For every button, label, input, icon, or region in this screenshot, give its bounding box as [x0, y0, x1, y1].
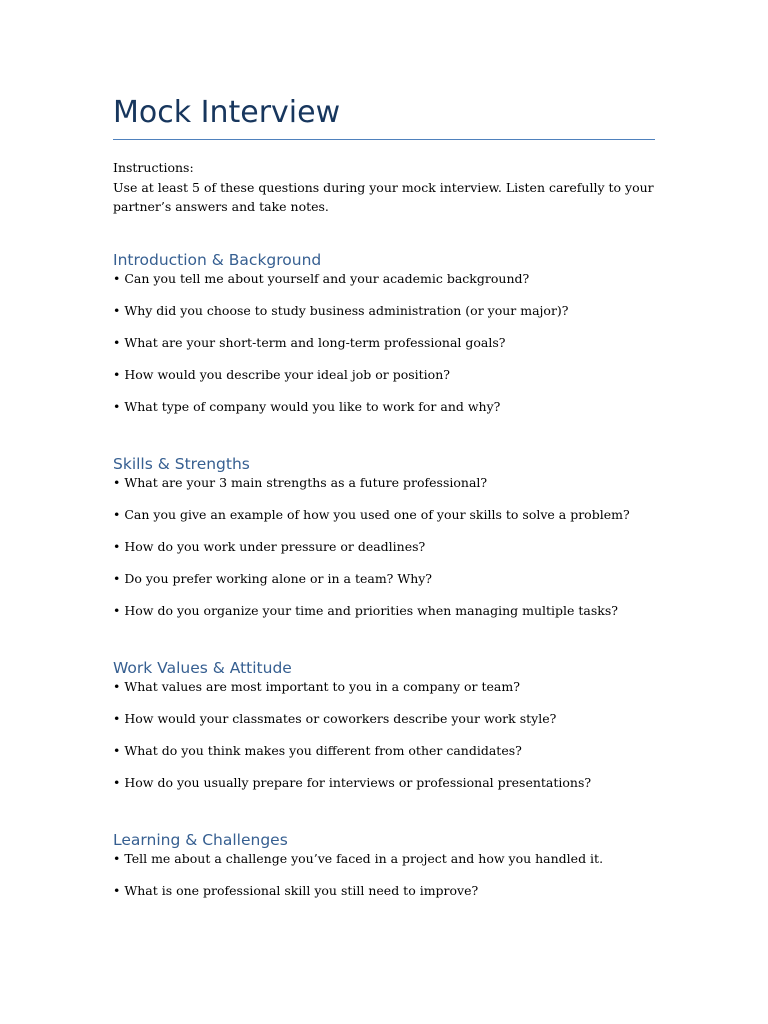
question-item: • What are your 3 main strengths as a future professional?	[113, 475, 488, 490]
instructions-text: Use at least 5 of these questions during your mock interview. Listen carefully to your partner’s answers and take notes.	[113, 179, 654, 214]
question-list	[113, 475, 655, 635]
section-heading: Work Values & Attitude	[113, 659, 292, 677]
section-skills-strengths	[113, 453, 655, 635]
question-item: • Do you prefer working alone or in a team? Why?	[113, 571, 433, 586]
title-underline	[113, 139, 655, 140]
section-work-values-attitude	[113, 657, 655, 807]
question-list	[113, 679, 655, 807]
question-item: • Can you tell me about yourself and your academic background?	[113, 271, 530, 286]
question-item: • How do you work under pressure or deadlines?	[113, 539, 426, 554]
question-item: • How would your classmates or coworkers describe your work style?	[113, 711, 557, 726]
question-list	[113, 851, 655, 915]
instructions-label: Instructions:	[113, 160, 194, 175]
section-heading: Introduction & Background	[113, 251, 322, 269]
question-item: • What are your short-term and long-term professional goals?	[113, 335, 506, 350]
question-item: • What is one professional skill you still need to improve?	[113, 883, 479, 898]
question-item: • Can you give an example of how you used one of your skills to solve a problem?	[113, 507, 630, 522]
question-item: • How would you describe your ideal job or position?	[113, 367, 450, 382]
question-item: • What values are most important to you in a company or team?	[113, 679, 520, 694]
question-item: • How do you usually prepare for interviews or professional presentations?	[113, 775, 592, 790]
question-list	[113, 271, 655, 431]
question-item: • Why did you choose to study business administration (or your major)?	[113, 303, 569, 318]
question-item: • How do you organize your time and priorities when managing multiple tasks?	[113, 603, 618, 618]
page-title: Mock Interview	[113, 95, 341, 130]
section-learning-challenges	[113, 829, 655, 915]
question-item: • What do you think makes you different from other candidates?	[113, 743, 522, 758]
question-item: • Tell me about a challenge you’ve faced in a project and how you handled it.	[113, 851, 604, 866]
section-heading: Skills & Strengths	[113, 455, 250, 473]
section-introduction-background	[113, 249, 655, 431]
question-item: • What type of company would you like to work for and why?	[113, 399, 501, 414]
section-heading: Learning & Challenges	[113, 831, 288, 849]
instructions-block	[113, 158, 655, 217]
